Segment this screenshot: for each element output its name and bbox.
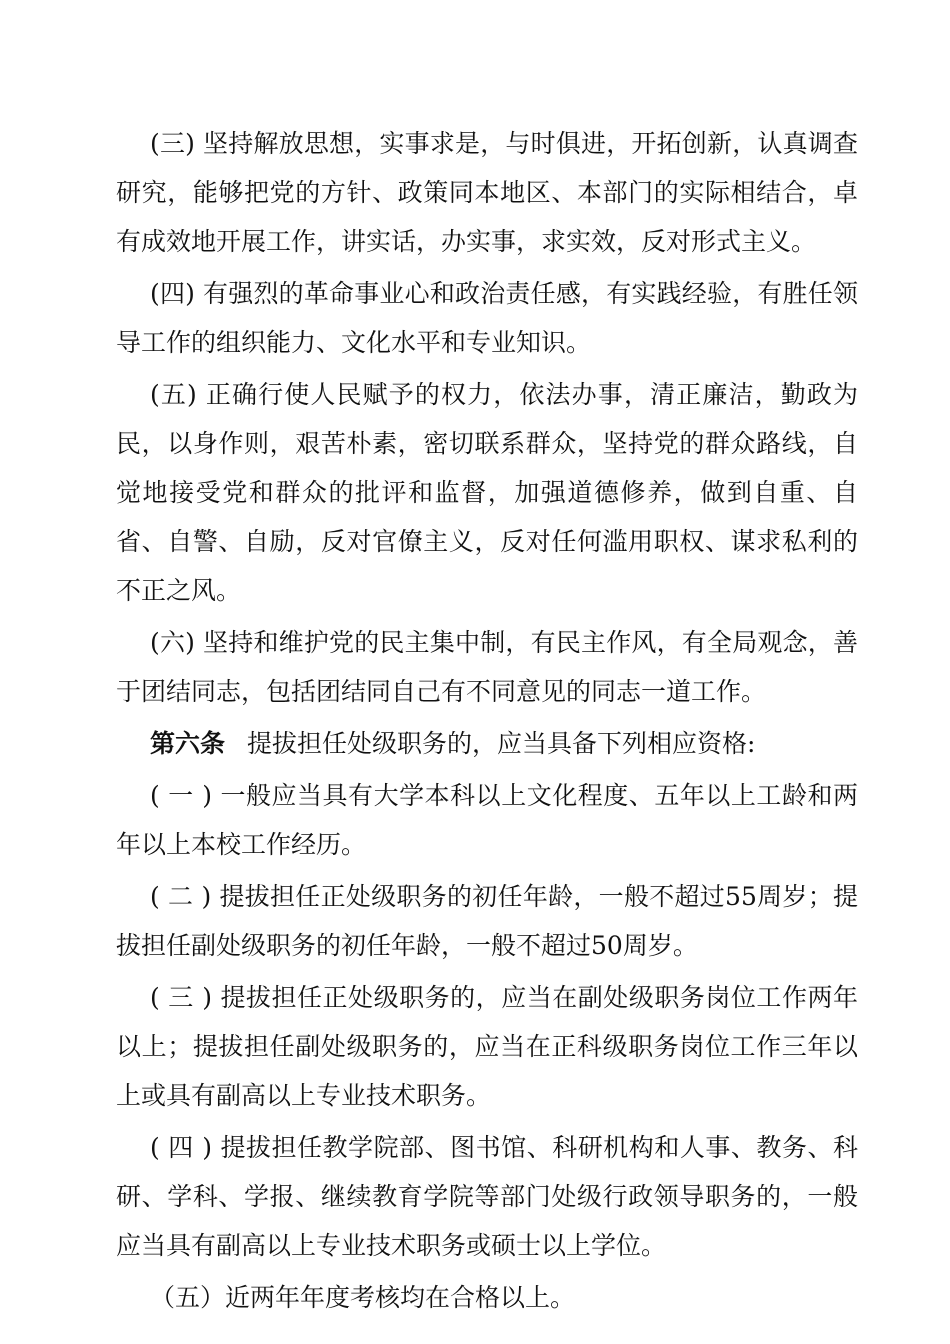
- paragraph-item-3: (三) 坚持解放思想，实事求是，与时俱进，开拓创新，认真调查研究，能够把党的方针、政策同本地区、本部门的实际相结合，卓有成效地开展工作，讲实话，办实事，求实效，反对形式主义。: [116, 129, 858, 256]
- article-text: 提拔担任处级职务的，应当具备下列相应资格:: [247, 729, 756, 758]
- qualification-item-5: （五）近两年年度考核均在合格以上。: [150, 1283, 576, 1312]
- paragraph-item-6: (六) 坚持和维护党的民主集中制，有民主作风，有全局观念，善于团结同志，包括团结同自己有不同意见的同志一道工作。: [116, 628, 858, 706]
- article-six: [116, 719, 858, 768]
- qualification-item-2: ( 二 ) 提拔担任正处级职务的初任年龄，一般不超过55周岁；提拔担任副处级职务的初任年龄，一般不超过50周岁。: [116, 882, 858, 960]
- qualification-item-1: ( 一 ) 一般应当具有大学本科以上文化程度、五年以上工龄和两年以上本校工作经历。: [116, 781, 858, 859]
- paragraph-item-4: (四) 有强烈的革命事业心和政治责任感，有实践经验，有胜任领导工作的组织能力、文化水平和专业知识。: [116, 279, 858, 357]
- qualification-item-4: ( 四 ) 提拔担任教学院部、图书馆、科研机构和人事、教务、科研、学科、学报、继续教育学院等部门处级行政领导职务的，一般应当具有副高以上专业技术职务或硕士以上学位。: [116, 1133, 858, 1260]
- qualification-item-3: ( 三 ) 提拔担任正处级职务的，应当在副处级职务岗位工作两年以上；提拔担任副处级职务的，应当在正科级职务岗位工作三年以上或具有副高以上专业技术职务。: [116, 983, 858, 1110]
- article-heading: 第六条: [150, 729, 226, 758]
- paragraph-item-5: (五) 正确行使人民赋予的权力，依法办事，清正廉洁，勤政为民，以身作则，艰苦朴素，密切联系群众，坚持党的群众路线，自觉地接受党和群众的批评和监督，加强道德修养，做到自重、自省、自警、自励，反对官僚主义，反对任何滥用职权、谋求私利的不正之风。: [116, 380, 858, 605]
- document-body: [116, 119, 858, 1322]
